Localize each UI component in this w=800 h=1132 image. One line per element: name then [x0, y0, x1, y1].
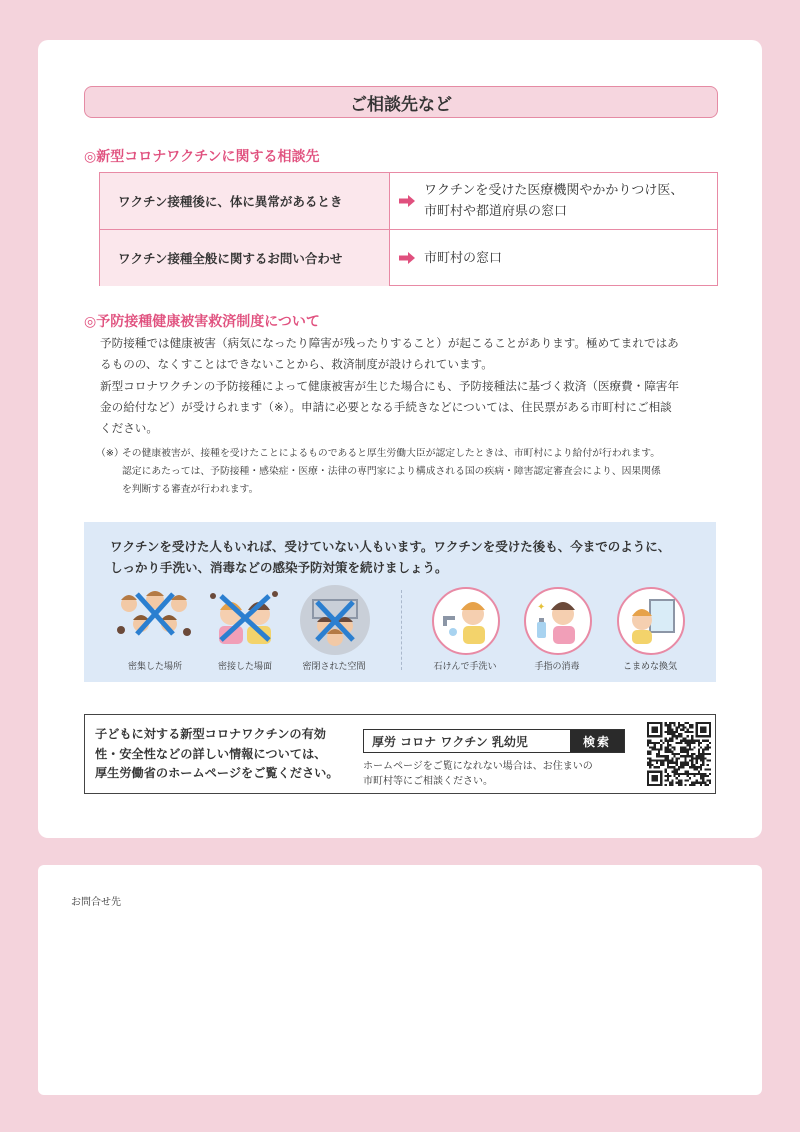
note-line: その健康被害が、接種を受けたことによるものであると厚生労働大臣が認定したときは、市町村により給付が行われます。	[122, 448, 661, 459]
sanitizing-illustration	[523, 586, 593, 660]
note-mark: （※）	[96, 448, 124, 459]
info-text	[95, 725, 355, 784]
consult-table	[99, 172, 718, 286]
do-label: 石けんで手洗い	[433, 662, 497, 672]
consult-situation: ワクチン接種後に、体に異常があるとき	[100, 173, 390, 229]
prevention-message	[110, 536, 710, 578]
relief-body	[100, 333, 720, 439]
svg-text:✦: ✦	[537, 602, 546, 613]
consult-contact	[424, 173, 717, 229]
note-line: 認定にあたっては、予防接種・感染症・医療・法律の専門家により構成される国の疾病・障害認定審査会により、因果関係	[122, 466, 661, 477]
prevention-line: しっかり手洗い、消毒などの感染予防対策を続けましょう。	[110, 560, 448, 575]
consult-contact-line: 市町村の窓口	[424, 250, 503, 266]
info-line: 厚生労働省のホームページをご覧ください。	[95, 766, 339, 780]
avoid-label: 密接した場面	[217, 662, 272, 672]
do-label: こまめな換気	[622, 662, 677, 672]
search-button[interactable]: 検索	[570, 730, 624, 752]
consult-row	[100, 173, 717, 230]
arrow-right-icon	[390, 230, 424, 286]
search-query[interactable]: 厚労 コロナ ワクチン 乳幼児	[372, 734, 528, 749]
note-line: を判断する審査が行われます。	[122, 484, 259, 495]
consult-heading: ◎新型コロナワクチンに関する相談先	[84, 149, 320, 165]
search-note-line: 市町村等にご相談ください。	[363, 776, 493, 787]
close-contact-illustration	[205, 586, 285, 652]
body-line: 予防接種では健康被害（病気になったり障害が残ったりすること）が起こることがあります。極めてまれではあ	[100, 336, 679, 350]
crowded-place-illustration	[115, 586, 195, 652]
search-box[interactable]	[363, 729, 625, 753]
consult-row	[100, 230, 717, 286]
arrow-right-icon	[390, 173, 424, 229]
info-line: 子どもに対する新型コロナワクチンの有効	[95, 727, 326, 741]
avoid-label: 密閉された空間	[302, 662, 366, 672]
avoid-label: 密集した場所	[127, 662, 182, 672]
relief-note	[96, 445, 726, 499]
qr-code-icon[interactable]	[647, 722, 711, 786]
do-label: 手指の消毒	[534, 662, 580, 672]
search-note-line: ホームページをご覧になれない場合は、お住まいの	[363, 761, 593, 772]
divider	[401, 590, 402, 670]
body-line: ください。	[100, 421, 158, 436]
prevention-line: ワクチンを受けた人もいれば、受けていない人もいます。ワクチンを受けた後も、今までのように、	[110, 539, 671, 554]
consult-situation: ワクチン接種全般に関するお問い合わせ	[100, 230, 390, 286]
body-line: 金の給付など）が受けられます（※）。申請に必要となる手続きなどについては、住民票がある市町村にご相談	[100, 399, 672, 414]
body-line: るものの、なくすことはできないことから、救済制度が設けられています。	[100, 357, 493, 372]
body-line: 新型コロナワクチンの予防接種によって健康被害が生じた場合にも、予防接種法に基づく救済（医療費・障害年	[100, 378, 680, 393]
contact-panel	[38, 865, 762, 1095]
ventilation-illustration	[616, 586, 686, 660]
closed-space-illustration	[299, 584, 371, 660]
handwashing-illustration	[431, 586, 501, 660]
consult-contact	[424, 230, 717, 286]
consult-contact-line: ワクチンを受けた医療機関やかかりつけ医、	[424, 183, 684, 198]
search-note	[363, 759, 625, 789]
page-title	[84, 86, 718, 118]
relief-heading: ◎予防接種健康被害救済制度について	[84, 314, 320, 330]
consult-contact-line: 市町村や都道府県の窓口	[424, 204, 568, 219]
contact-label: お問合せ先	[71, 897, 121, 908]
page-title-text: ご相談先など	[350, 94, 452, 115]
info-line: 性・安全性などの詳しい情報については、	[95, 746, 327, 761]
